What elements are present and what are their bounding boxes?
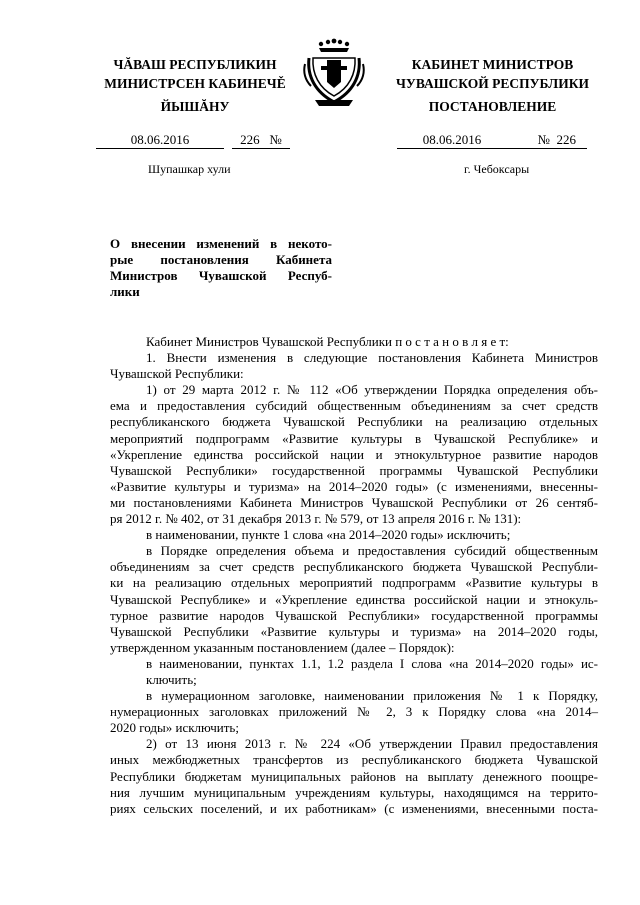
body-text-line: утвержденном указанным постановлением (далее – Порядок): — [110, 639, 455, 655]
coat-of-arms-emblem — [301, 36, 367, 110]
header-right-line-2: ЧУВАШСКОЙ РЕСПУБЛИКИ — [396, 76, 589, 91]
body-text-line: республиканского бюджета Чувашской Республики на реализацию отдельных — [110, 414, 598, 430]
body-text-line: Республики бюджетам муниципальных районов на выплату денежного поощре- — [110, 768, 598, 784]
date-right: 08.06.2016 — [397, 132, 507, 149]
body-text-line: ния лучшим муниципальным учреждениям культуры, находящимся на террито- — [110, 784, 598, 800]
subject-line: лики — [110, 284, 140, 299]
number-sign-right: № — [537, 132, 550, 147]
header-right-title: ПОСТАНОВЛЕНИЕ — [428, 99, 557, 114]
body-text-line: Чувашской Республике» и «Укрепление единства российской нации и этнокуль- — [110, 591, 598, 607]
body-text-line: ки на реализацию отдельных мероприятий подпрограмм «Развитие культуры в — [110, 575, 598, 591]
document-number-right — [397, 132, 587, 148]
number-right-field — [507, 132, 587, 149]
number-left: 226 — [240, 132, 260, 147]
body-text-line: ключить; — [146, 671, 197, 687]
city-right: г. Чебоксары — [464, 162, 530, 176]
body-text-line: 1. Внести изменения в следующие постановления Кабинета Министров — [146, 350, 598, 366]
document-number-left — [96, 132, 290, 148]
body-text-line: нумерационных заголовках приложений № 2, 3 к Порядку слова «на 2014– — [110, 704, 598, 720]
number-sign-left: № — [269, 132, 282, 147]
body-text-line: турное развитие народов Чувашской Республики» государственной программы — [110, 607, 598, 623]
date-left: 08.06.2016 — [96, 132, 224, 149]
body-text-line: объединениям за счет средств республиканского бюджета Чувашской Республи- — [110, 559, 598, 575]
body-text-line: мероприятий подпрограмм «Развитие культуры в Чувашской Республике» и — [110, 430, 598, 446]
body-text-line: в наименовании, пункте 1 слова «на 2014–2020 годы» исключить; — [146, 527, 511, 543]
body-text-line: ми постановлениями Кабинета Министров Чувашской Республики от 26 сентяб- — [110, 494, 598, 510]
body-text-line: Чувашской Республики: — [110, 366, 244, 382]
header-right — [375, 55, 610, 93]
body-text-line: «Развитие культуры и туризма» на 2014–2020 годы» (с изменениями, внесенны- — [110, 478, 598, 494]
body-text-line: в нумерационном заголовке, наименовании приложения № 1 к Порядку, — [146, 688, 598, 704]
number-left-field — [232, 132, 290, 149]
body-text-line: в наименовании, пунктах 1.1, 1.2 раздела I слова «на 2014–2020 годы» ис- — [146, 655, 598, 671]
subject-line: рые постановления Кабинета — [110, 252, 332, 267]
body-text-line: Кабинет Министров Чувашской Республики п о с т а н о в л я е т: — [146, 334, 509, 349]
header-left-title: ЙЫШĂНУ — [160, 99, 230, 114]
body-text-line: ема и предоставления субсидий общественным объединениям за счет средств — [110, 398, 598, 414]
header-left-line-1: ЧĂВАШ РЕСПУБЛИКИН — [113, 57, 277, 72]
header-left — [80, 55, 310, 93]
body-text-line: иных межбюджетных трансфертов из республиканского бюджета Чувашской — [110, 752, 598, 768]
body-text-line: риях сельских поселений, и их работникам» (с изменениями, внесенными поста- — [110, 800, 598, 816]
city-left: Шупашкар хули — [148, 162, 231, 176]
body-text-line: ря 2012 г. № 402, от 31 декабря 2013 г. № 579, от 13 апреля 2016 г. № 131): — [110, 511, 522, 527]
body-text-line: в Порядке определения объема и предоставления субсидий общественным — [146, 543, 598, 559]
body-text-line: 1) от 29 марта 2012 г. № 112 «Об утверждении Порядка определения объ- — [146, 382, 598, 398]
body-text-line: 2020 годы» исключить; — [110, 720, 239, 736]
number-right: 226 — [556, 132, 576, 147]
header-right-line-1: КАБИНЕТ МИНИСТРОВ — [411, 57, 574, 72]
document-body — [110, 334, 598, 817]
subject-line: О внесении изменений в некото- — [110, 236, 332, 251]
subject-line: Министров Чувашской Респуб- — [110, 268, 332, 283]
document-subject — [110, 236, 332, 300]
body-text-line: 2) от 13 июня 2013 г. № 224 «Об утверждении Правил предоставления — [146, 736, 598, 752]
body-text-line: «Укрепление единства российской нации и этнокультурное развитие народов — [110, 446, 598, 462]
body-text-line: Чувашской Республики» государственной программы Чувашской Республики — [110, 462, 598, 478]
body-text-line: Чувашской Республики «Развитие культуры и туризма» на 2014–2020 годы, — [110, 623, 598, 639]
header-left-line-2: МИНИСТРСЕН КАБИНЕЧĚ — [104, 76, 286, 91]
